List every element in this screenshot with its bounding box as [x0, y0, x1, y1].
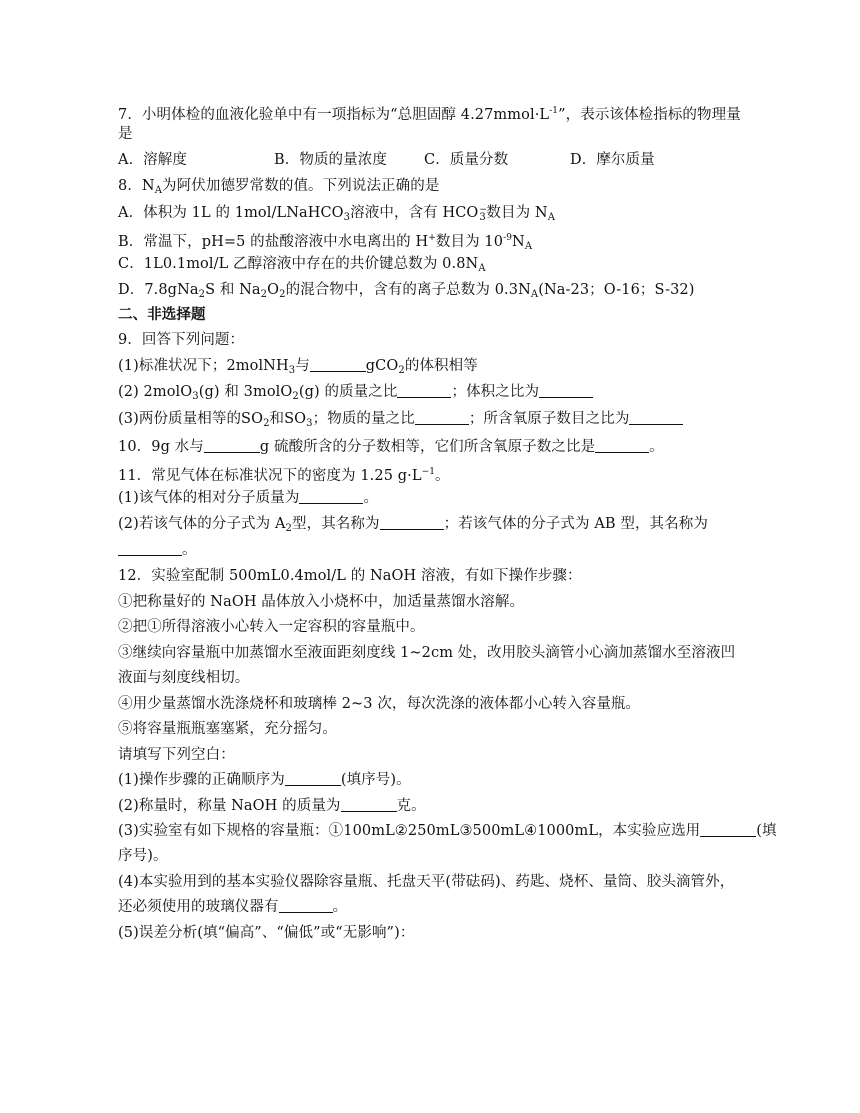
q12-part4-cont — [118, 897, 347, 917]
q10-text: 10．9g 水与 — [118, 439, 204, 455]
q8-stem — [118, 176, 439, 201]
q12-stem: 12．实验室配制 500mL0.4mol/L 的 NaOH 溶液，有如下操作步骤： — [118, 568, 582, 584]
q10-blank2[interactable] — [595, 438, 649, 453]
q8b-sup-2: -9 — [503, 233, 513, 243]
q7-option-a: A．溶解度 — [118, 152, 187, 168]
q12p3-blank[interactable] — [700, 822, 756, 837]
q12p1-text-b: (填序号)。 — [340, 772, 411, 788]
q11p1-text: (1)该气体的相对分子质量为 — [118, 490, 300, 506]
q9p2-blank2[interactable] — [539, 383, 593, 398]
q8d-sub2: 2 — [260, 289, 268, 300]
q12-step2: ②把①所得溶液小心转入一定容积的容量瓶中。 — [118, 619, 425, 635]
q8d-sub4: A — [530, 289, 539, 300]
q8d-sub3: 2 — [279, 289, 286, 300]
q11-part2-cont — [118, 540, 197, 560]
q11p2-blank1[interactable] — [380, 515, 444, 530]
q9-part2 — [118, 382, 593, 407]
q9p2-sub: 3 — [192, 391, 199, 402]
q11-text-b: 。 — [435, 468, 450, 484]
q12-part3-cont: 序号)。 — [118, 848, 168, 864]
q12p2-text-b: 克。 — [396, 798, 426, 814]
q11-part1 — [118, 488, 378, 508]
q7-text: 7．小明体检的血液化验单中有一项指标为“总胆固醇 4.27mmol·L — [118, 107, 550, 123]
q9p2-blank1[interactable] — [397, 383, 451, 398]
q9p2-sub-2: 2 — [292, 391, 299, 402]
q12p4-blank[interactable] — [279, 898, 333, 913]
q12p3-text-b: (填 — [756, 823, 777, 839]
q12p4-text: 还必须使用的玻璃仪器有 — [118, 899, 279, 915]
q7-option-d: D．摩尔质量 — [570, 152, 655, 168]
q12-part5: (5)误差分析(填“偏高”、“偏低”或“无影响”)： — [118, 925, 415, 941]
q9p3-sub-2: 3 — [306, 418, 313, 429]
q8c-text: C．1L0.1mol/L 乙醇溶液中存在的共价键总数为 0.8N — [118, 256, 479, 272]
q8-option-d — [118, 280, 694, 305]
q9p2-text-c: (g) 的质量之比 — [298, 384, 398, 400]
q12p3-text: (3)实验室有如下规格的容量瓶：①100mL②250mL③500mL④1000mL，本实验应选用 — [118, 823, 701, 839]
q8-stem-sub: A — [154, 185, 163, 196]
q7-options — [118, 150, 655, 170]
q8-stem-text: 8．N — [118, 178, 155, 194]
q8b-sup: + — [428, 233, 436, 243]
q8d-text-d: 的混合物中，含有的离子总数为 0.3N — [285, 282, 531, 298]
q12p1-blank[interactable] — [285, 771, 341, 786]
q9p3-text-b: 和SO — [269, 411, 307, 427]
q11p2-text-b: 型，其名称为 — [292, 516, 380, 532]
q12-part3 — [118, 821, 777, 841]
q11p2-text: (2)若该气体的分子式为 A — [118, 516, 286, 532]
q9p1-blank[interactable] — [310, 357, 366, 372]
q8-option-c — [118, 254, 486, 279]
q8a-text-b: 溶液中，含有 HCO — [350, 205, 479, 221]
q9p1-text-c: gCO — [365, 358, 399, 374]
q11-text: 11．常见气体在标准状况下的密度为 1.25 g·L — [118, 468, 422, 484]
q8a-sub-a: A — [547, 212, 556, 223]
q9-stem: 9．回答下列问题： — [118, 332, 245, 348]
q11p1-text-b: 。 — [363, 490, 379, 506]
q8-option-b — [118, 228, 532, 257]
q11-sup: −1 — [421, 467, 436, 477]
q8d-text-c: O — [267, 282, 280, 298]
q7-text-end: ”，表示该体检指标的物理量 — [558, 107, 741, 123]
section-heading: 二、非选择题 — [118, 306, 206, 323]
q10 — [118, 437, 664, 457]
q8b-text: B．常温下，pH=5 的盐酸溶液中水电离出的 H — [118, 234, 429, 250]
q8b-text-b: 数目为 10 — [435, 234, 504, 250]
q11p2-blank2[interactable] — [118, 541, 182, 556]
q8a-ion-sup: − — [479, 205, 488, 215]
q9p2-text-b: (g) 和 3molO — [198, 384, 293, 400]
q11p2-sub: 2 — [285, 523, 292, 534]
q9p1-text-d: 的体积相等 — [404, 358, 478, 374]
q8b-sub: A — [524, 241, 533, 252]
q11-stem — [118, 462, 450, 486]
q9p2-text-d: ；体积之比为 — [451, 384, 540, 400]
q9p1-text-b: 与 — [295, 358, 310, 374]
q12-step4: ④用少量蒸馏水洗涤烧杯和玻璃棒 2~3 次，每次洗涤的液体都小心转入容量瓶。 — [118, 696, 641, 712]
q7-sup: -1 — [549, 106, 559, 116]
q9p1-sub: 3 — [288, 365, 296, 376]
q12p2-blank[interactable] — [341, 797, 397, 812]
q9p2-text: (2) 2molO — [118, 384, 193, 400]
q9p1-text: (1)标准状况下；2molNH — [118, 358, 289, 374]
q9p3-text: (3)两份质量相等的SO — [118, 411, 264, 427]
q11-part2 — [118, 514, 708, 539]
q8a-sub: 3 — [343, 212, 351, 223]
q7-option-c: C．质量分数 — [424, 152, 509, 168]
q9p3-text-d: ；所含氧原子数目之比为 — [468, 411, 630, 427]
q9p1-sub-2: 2 — [398, 365, 405, 376]
q12-step3-cont: 液面与刻度线相切。 — [118, 670, 250, 686]
q8d-text-b: S 和 Na — [205, 282, 261, 298]
q10-text-c: 。 — [649, 439, 664, 455]
q12-fill-prompt: 请填写下列空白： — [118, 747, 235, 763]
q12-part1 — [118, 770, 411, 790]
q9-part1 — [118, 356, 478, 381]
q7-line2: 是 — [118, 126, 133, 142]
q12p2-text: (2)称量时，称量 NaOH 的质量为 — [118, 798, 341, 814]
q8-stem-text-b: 为阿伏加德罗常数的值。下列说法正确的是 — [162, 178, 440, 194]
q7-line1 — [118, 101, 741, 125]
q12-step3: ③继续向容量瓶中加蒸馏水至液面距刻度线 1~2cm 处，改用胶头滴管小心滴加蒸馏水至溶液凹 — [118, 645, 736, 661]
q8b-text-c: N — [512, 234, 525, 250]
q12-part4: (4)本实验用到的基本实验仪器除容量瓶、托盘天平(带砝码)、药匙、烧杯、量筒、胶头滴管外， — [118, 874, 735, 890]
q12-step1: ①把称量好的 NaOH 晶体放入小烧杯中，加适量蒸馏水溶解。 — [118, 594, 525, 610]
q9p3-sub: 2 — [263, 418, 270, 429]
q8a-text: A．体积为 1L 的 1mol/LNaHCO — [118, 205, 344, 221]
q12-step5: ⑤将容量瓶瓶塞塞紧，充分摇匀。 — [118, 721, 337, 737]
q9p3-blank2[interactable] — [629, 410, 683, 425]
q11p2-text-c: ；若该气体的分子式为 AB 型，其名称为 — [443, 516, 708, 532]
q11p2-end: 。 — [182, 542, 197, 558]
q8a-text-c: 数目为 N — [486, 205, 548, 221]
q8c-sub: A — [478, 263, 486, 274]
q8a-ion-sub: 3 — [479, 212, 486, 223]
q11p1-blank[interactable] — [299, 489, 363, 504]
q8a-ion-script — [478, 205, 488, 223]
q7-option-b: B．物质的量浓度 — [274, 152, 387, 168]
q10-blank1[interactable] — [204, 438, 260, 453]
q8d-text-e: (Na-23；O-16；S-32) — [538, 282, 695, 298]
q12p1-text: (1)操作步骤的正确顺序为 — [118, 772, 285, 788]
q12-part2 — [118, 796, 426, 816]
q8d-sub1: 2 — [198, 289, 206, 300]
q9-part3 — [118, 409, 683, 434]
q12p4-text-c: 。 — [332, 899, 348, 915]
q10-text-b: g 硫酸所含的分子数相等，它们所含氧原子数之比是 — [259, 439, 596, 455]
q8d-text: D．7.8gNa — [118, 282, 199, 298]
q8-option-a — [118, 203, 555, 228]
q9p3-blank1[interactable] — [415, 410, 469, 425]
q9p3-text-c: ；物质的量之比 — [312, 411, 415, 427]
